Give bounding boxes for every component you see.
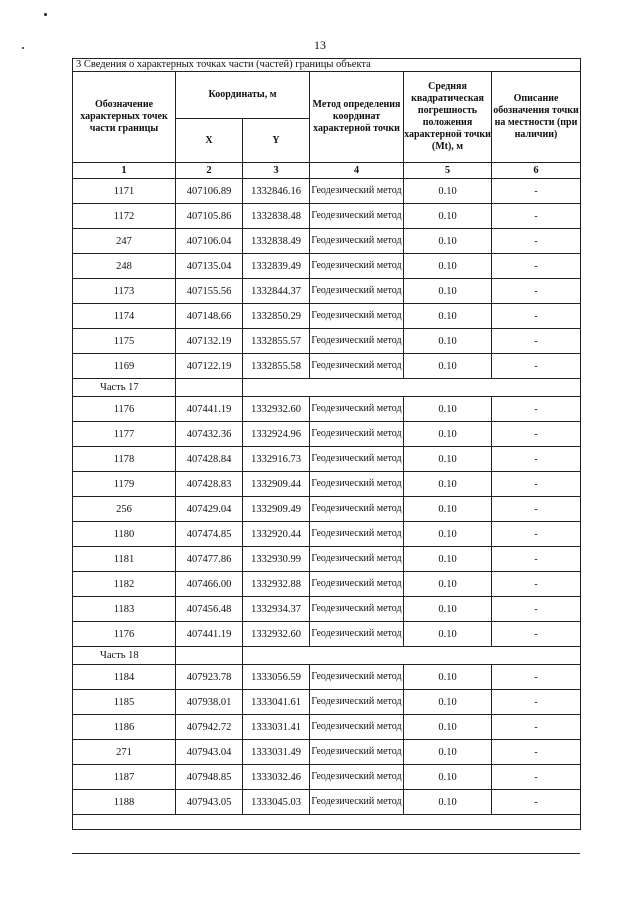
point-id-cell: 1186 xyxy=(73,715,176,740)
accuracy-cell: 0.10 xyxy=(404,354,492,379)
accuracy-cell: 0.10 xyxy=(404,447,492,472)
point-id-cell: 1181 xyxy=(73,547,176,572)
y-coordinate-cell: 1332924.96 xyxy=(243,422,310,447)
accuracy-cell: 0.10 xyxy=(404,397,492,422)
point-id-cell: 1183 xyxy=(73,597,176,622)
method-cell: Геодезический метод xyxy=(310,522,404,547)
description-cell: - xyxy=(492,422,581,447)
table-row xyxy=(73,304,581,329)
table-row xyxy=(73,740,581,765)
header-y: Y xyxy=(243,119,310,163)
x-coordinate-cell: 407466.00 xyxy=(176,572,243,597)
method-cell: Геодезический метод xyxy=(310,304,404,329)
column-number: 5 xyxy=(404,163,492,179)
method-cell: Геодезический метод xyxy=(310,622,404,647)
column-number: 1 xyxy=(73,163,176,179)
method-cell: Геодезический метод xyxy=(310,447,404,472)
accuracy-cell: 0.10 xyxy=(404,304,492,329)
column-number: 4 xyxy=(310,163,404,179)
table-body xyxy=(73,179,581,830)
x-coordinate-cell: 407474.85 xyxy=(176,522,243,547)
page-number: 13 xyxy=(314,38,326,52)
method-cell: Геодезический метод xyxy=(310,254,404,279)
accuracy-cell: 0.10 xyxy=(404,254,492,279)
point-id-cell: 1187 xyxy=(73,765,176,790)
description-cell: - xyxy=(492,715,581,740)
point-id-cell: 1178 xyxy=(73,447,176,472)
table-row xyxy=(73,354,581,379)
y-coordinate-cell: 1332916.73 xyxy=(243,447,310,472)
table-row xyxy=(73,329,581,354)
x-coordinate-cell: 407429.04 xyxy=(176,497,243,522)
point-id-cell: 1173 xyxy=(73,279,176,304)
accuracy-cell: 0.10 xyxy=(404,229,492,254)
point-id-cell: 1175 xyxy=(73,329,176,354)
table-row xyxy=(73,497,581,522)
x-coordinate-cell: 407155.56 xyxy=(176,279,243,304)
y-coordinate-cell: 1332846.16 xyxy=(243,179,310,204)
y-coordinate-cell: 1333032.46 xyxy=(243,765,310,790)
method-cell: Геодезический метод xyxy=(310,497,404,522)
accuracy-cell: 0.10 xyxy=(404,547,492,572)
part-empty-cell xyxy=(176,379,243,397)
description-cell: - xyxy=(492,179,581,204)
method-cell: Геодезический метод xyxy=(310,354,404,379)
x-coordinate-cell: 407923.78 xyxy=(176,665,243,690)
point-id-cell: 1188 xyxy=(73,790,176,815)
y-coordinate-cell: 1332855.58 xyxy=(243,354,310,379)
method-cell: Геодезический метод xyxy=(310,597,404,622)
x-coordinate-cell: 407441.19 xyxy=(176,397,243,422)
scan-speck xyxy=(44,13,47,16)
accuracy-cell: 0.10 xyxy=(404,522,492,547)
y-coordinate-cell: 1332932.60 xyxy=(243,397,310,422)
description-cell: - xyxy=(492,229,581,254)
accuracy-cell: 0.10 xyxy=(404,622,492,647)
method-cell: Геодезический метод xyxy=(310,329,404,354)
accuracy-cell: 0.10 xyxy=(404,690,492,715)
method-cell: Геодезический метод xyxy=(310,690,404,715)
y-coordinate-cell: 1333031.49 xyxy=(243,740,310,765)
table-caption: 3 Сведения о характерных точках части (частей) границы объекта xyxy=(73,59,581,72)
table-row xyxy=(73,622,581,647)
y-coordinate-cell: 1332932.88 xyxy=(243,572,310,597)
x-coordinate-cell: 407477.86 xyxy=(176,547,243,572)
y-coordinate-cell: 1333056.59 xyxy=(243,665,310,690)
x-coordinate-cell: 407428.84 xyxy=(176,447,243,472)
description-cell: - xyxy=(492,765,581,790)
description-cell: - xyxy=(492,597,581,622)
y-coordinate-cell: 1332909.49 xyxy=(243,497,310,522)
x-coordinate-cell: 407428.83 xyxy=(176,472,243,497)
accuracy-cell: 0.10 xyxy=(404,497,492,522)
characteristic-points-table xyxy=(72,58,581,830)
point-id-cell: 1182 xyxy=(73,572,176,597)
table-row xyxy=(73,522,581,547)
x-coordinate-cell: 407938.01 xyxy=(176,690,243,715)
part-header-row xyxy=(73,379,581,397)
accuracy-cell: 0.10 xyxy=(404,715,492,740)
part-empty-cell xyxy=(176,647,243,665)
y-coordinate-cell: 1333045.03 xyxy=(243,790,310,815)
point-id-cell: 1180 xyxy=(73,522,176,547)
point-id-cell: 1174 xyxy=(73,304,176,329)
method-cell: Геодезический метод xyxy=(310,204,404,229)
y-coordinate-cell: 1332932.60 xyxy=(243,622,310,647)
point-id-cell: 1171 xyxy=(73,179,176,204)
x-coordinate-cell: 407106.04 xyxy=(176,229,243,254)
filler-cell xyxy=(73,815,581,830)
table-row xyxy=(73,279,581,304)
method-cell: Геодезический метод xyxy=(310,715,404,740)
point-id-cell: 1169 xyxy=(73,354,176,379)
method-cell: Геодезический метод xyxy=(310,740,404,765)
table-row xyxy=(73,254,581,279)
description-cell: - xyxy=(492,354,581,379)
y-coordinate-cell: 1332839.49 xyxy=(243,254,310,279)
accuracy-cell: 0.10 xyxy=(404,279,492,304)
description-cell: - xyxy=(492,740,581,765)
description-cell: - xyxy=(492,572,581,597)
x-coordinate-cell: 407943.05 xyxy=(176,790,243,815)
x-coordinate-cell: 407105.86 xyxy=(176,204,243,229)
method-cell: Геодезический метод xyxy=(310,547,404,572)
accuracy-cell: 0.10 xyxy=(404,472,492,497)
accuracy-cell: 0.10 xyxy=(404,790,492,815)
x-coordinate-cell: 407132.19 xyxy=(176,329,243,354)
accuracy-cell: 0.10 xyxy=(404,665,492,690)
column-number: 2 xyxy=(176,163,243,179)
accuracy-cell: 0.10 xyxy=(404,422,492,447)
description-cell: - xyxy=(492,522,581,547)
y-coordinate-cell: 1333041.61 xyxy=(243,690,310,715)
point-id-cell: 1177 xyxy=(73,422,176,447)
description-cell: - xyxy=(492,304,581,329)
x-coordinate-cell: 407135.04 xyxy=(176,254,243,279)
description-cell: - xyxy=(492,279,581,304)
method-cell: Геодезический метод xyxy=(310,179,404,204)
header-description: Описание обозначения точки на местности (при наличии) xyxy=(492,72,581,163)
method-cell: Геодезический метод xyxy=(310,279,404,304)
description-cell: - xyxy=(492,622,581,647)
method-cell: Геодезический метод xyxy=(310,397,404,422)
table-row xyxy=(73,397,581,422)
description-cell: - xyxy=(492,547,581,572)
x-coordinate-cell: 407441.19 xyxy=(176,622,243,647)
header-method: Метод определения координат характерной точки xyxy=(310,72,404,163)
header-accuracy: Средняя квадратическая погрешность положения характерной точки (Mt), м xyxy=(404,72,492,163)
y-coordinate-cell: 1332909.44 xyxy=(243,472,310,497)
y-coordinate-cell: 1332838.49 xyxy=(243,229,310,254)
column-number: 6 xyxy=(492,163,581,179)
accuracy-cell: 0.10 xyxy=(404,204,492,229)
description-cell: - xyxy=(492,472,581,497)
accuracy-cell: 0.10 xyxy=(404,765,492,790)
method-cell: Геодезический метод xyxy=(310,790,404,815)
x-coordinate-cell: 407942.72 xyxy=(176,715,243,740)
point-id-cell: 271 xyxy=(73,740,176,765)
header-designation: Обозначение характерных точек части границы xyxy=(73,72,176,163)
method-cell: Геодезический метод xyxy=(310,422,404,447)
table-row xyxy=(73,715,581,740)
table-row xyxy=(73,572,581,597)
table-row xyxy=(73,422,581,447)
accuracy-cell: 0.10 xyxy=(404,179,492,204)
y-coordinate-cell: 1332838.48 xyxy=(243,204,310,229)
description-cell: - xyxy=(492,497,581,522)
x-coordinate-cell: 407432.36 xyxy=(176,422,243,447)
description-cell: - xyxy=(492,790,581,815)
point-id-cell: 1172 xyxy=(73,204,176,229)
point-id-cell: 248 xyxy=(73,254,176,279)
method-cell: Геодезический метод xyxy=(310,229,404,254)
table-row xyxy=(73,204,581,229)
table-row xyxy=(73,447,581,472)
accuracy-cell: 0.10 xyxy=(404,597,492,622)
point-id-cell: 1185 xyxy=(73,690,176,715)
point-id-cell: 256 xyxy=(73,497,176,522)
method-cell: Геодезический метод xyxy=(310,765,404,790)
x-coordinate-cell: 407456.48 xyxy=(176,597,243,622)
method-cell: Геодезический метод xyxy=(310,572,404,597)
part-empty-cell xyxy=(243,379,581,397)
column-number: 3 xyxy=(243,163,310,179)
method-cell: Геодезический метод xyxy=(310,472,404,497)
description-cell: - xyxy=(492,204,581,229)
part-empty-cell xyxy=(243,647,581,665)
accuracy-cell: 0.10 xyxy=(404,329,492,354)
point-id-cell: 1176 xyxy=(73,622,176,647)
y-coordinate-cell: 1332850.29 xyxy=(243,304,310,329)
description-cell: - xyxy=(492,447,581,472)
description-cell: - xyxy=(492,397,581,422)
accuracy-cell: 0.10 xyxy=(404,572,492,597)
description-cell: - xyxy=(492,665,581,690)
x-coordinate-cell: 407948.85 xyxy=(176,765,243,790)
y-coordinate-cell: 1332844.37 xyxy=(243,279,310,304)
table-row xyxy=(73,229,581,254)
point-id-cell: 1179 xyxy=(73,472,176,497)
description-cell: - xyxy=(492,690,581,715)
y-coordinate-cell: 1332930.99 xyxy=(243,547,310,572)
y-coordinate-cell: 1332934.37 xyxy=(243,597,310,622)
table-row xyxy=(73,547,581,572)
x-coordinate-cell: 407122.19 xyxy=(176,354,243,379)
accuracy-cell: 0.10 xyxy=(404,740,492,765)
x-coordinate-cell: 407148.66 xyxy=(176,304,243,329)
description-cell: - xyxy=(492,329,581,354)
x-coordinate-cell: 407106.89 xyxy=(176,179,243,204)
header-coordinates: Координаты, м xyxy=(176,72,310,119)
table-filler-row xyxy=(73,815,581,830)
table-row xyxy=(73,472,581,497)
point-id-cell: 247 xyxy=(73,229,176,254)
table-row xyxy=(73,597,581,622)
method-cell: Геодезический метод xyxy=(310,665,404,690)
x-coordinate-cell: 407943.04 xyxy=(176,740,243,765)
header-x: X xyxy=(176,119,243,163)
table-row xyxy=(73,690,581,715)
description-cell: - xyxy=(492,254,581,279)
table-row xyxy=(73,790,581,815)
table-row xyxy=(73,665,581,690)
y-coordinate-cell: 1332855.57 xyxy=(243,329,310,354)
part-label: Часть 18 xyxy=(73,647,176,665)
table-row xyxy=(73,765,581,790)
point-id-cell: 1184 xyxy=(73,665,176,690)
part-header-row xyxy=(73,647,581,665)
point-id-cell: 1176 xyxy=(73,397,176,422)
part-label: Часть 17 xyxy=(73,379,176,397)
y-coordinate-cell: 1332920.44 xyxy=(243,522,310,547)
bottom-rule xyxy=(72,853,580,854)
table-row xyxy=(73,179,581,204)
y-coordinate-cell: 1333031.41 xyxy=(243,715,310,740)
